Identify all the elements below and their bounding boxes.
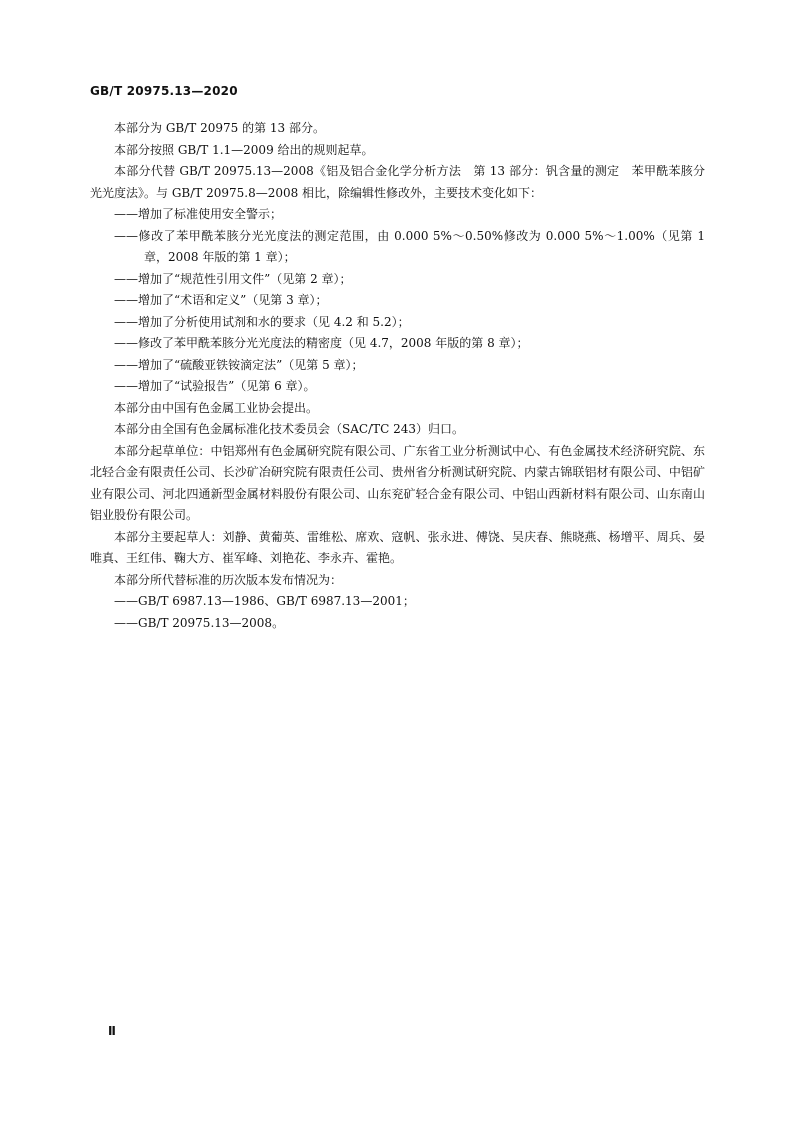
foreword-body (90, 118, 705, 634)
change-item: ——增加了“术语和定义”（见第 3 章）； (114, 293, 328, 307)
paragraph-drafting-units: 本部分起草单位：中铝郑州有色金属研究院有限公司、广东省工业分析测试中心、有色金属技术经济研究院、东北轻合金有限责任公司、长沙矿冶研究院有限责任公司、贵州省分析测试研究院、内蒙古锦联铝材有限公司、中铝矿业有限公司、河北四通新型金属材料股份有限公司、山东兖矿轻合金有限公司、中铝山西新材料有限公司、山东南山铝业股份有限公司。 (90, 443, 705, 522)
page-number: Ⅱ (108, 1024, 116, 1038)
paragraph-part-intro: 本部分为 GB/T 20975 的第 13 部分。 (114, 121, 325, 135)
change-item: ——修改了苯甲酰苯胲分光光度法的精密度（见 4.7，2008 年版的第 8 章）； (114, 336, 529, 350)
paragraph-drafters: 本部分主要起草人：刘静、黄葡英、雷维松、席欢、寇帆、张永进、傅饶、吴庆春、熊晓燕、杨增平、周兵、晏唯真、王红伟、鞠大方、崔军峰、刘艳花、李永卉、霍艳。 (90, 529, 705, 565)
paragraph-drafting-rules: 本部分按照 GB/T 1.1—2009 给出的规则起草。 (114, 142, 374, 157)
paragraph-proposer: 本部分由中国有色金属工业协会提出。 (114, 400, 319, 415)
change-item: ——增加了“规范性引用文件”（见第 2 章）； (114, 271, 352, 286)
change-item: ——增加了标准使用安全警示； (114, 207, 283, 221)
paragraph-replacement: 本部分代替 GB/T 20975.13—2008《铝及铝合金化学分析方法 第 13 部分：钒含量的测定 苯甲酰苯胲分光光度法》。与 GB/T 20975.8—2008 相比，除编辑性修改外，主要技术变化如下： (90, 164, 705, 200)
change-item: ——增加了“试验报告”（见第 6 章）。 (114, 379, 316, 393)
history-item: ——GB/T 6987.13—1986、GB/T 6987.13—2001； (114, 594, 415, 608)
standard-number-header: GB/T 20975.13—2020 (90, 84, 238, 98)
paragraph-history-intro: 本部分所代替标准的历次版本发布情况为： (114, 572, 343, 587)
change-item: ——修改了苯甲酰苯胲分光光度法的测定范围，由 0.000 5%～0.50%修改为 0.000 5%～1.00%（见第 1 章，2008 年版的第 1 章）； (114, 228, 705, 264)
history-item: ——GB/T 20975.13—2008。 (114, 615, 285, 630)
change-item: ——增加了“硫酸亚铁铵滴定法”（见第 5 章）； (114, 357, 364, 372)
paragraph-committee: 本部分由全国有色金属标准化技术委员会（SAC/TC 243）归口。 (114, 422, 465, 436)
change-item: ——增加了分析使用试剂和水的要求（见 4.2 和 5.2）； (114, 314, 410, 329)
